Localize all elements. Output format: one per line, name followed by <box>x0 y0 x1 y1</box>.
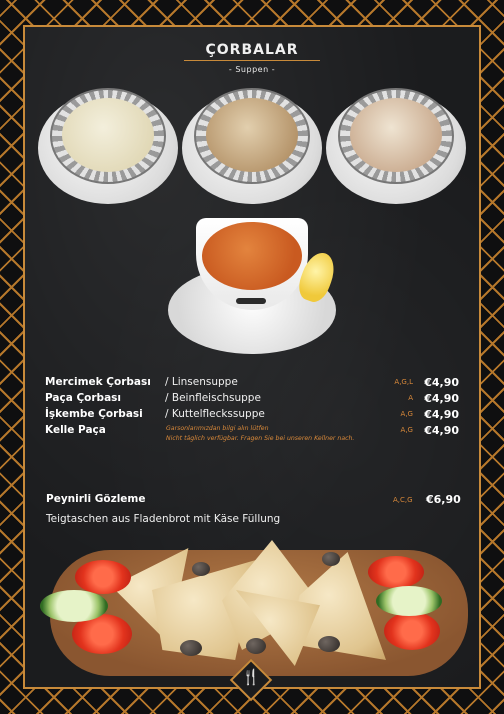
soup-image-3 <box>350 98 442 172</box>
item-price: €4,90 <box>424 392 459 405</box>
page-subtitle: - Suppen - <box>228 65 276 74</box>
olive-4 <box>322 552 340 566</box>
page-title: ÇORBALAR <box>205 42 299 58</box>
availability-note-turkish: Garsonlarımızdan bilgi alın lütfen <box>166 425 269 432</box>
item-allergens: A <box>408 394 413 402</box>
gozleme-name: Peynirli Gözleme <box>46 493 146 505</box>
lentil-soup-image <box>202 222 302 290</box>
item-name: Kelle Paça <box>45 424 106 436</box>
availability-note-german: Nicht täglich verfügbar. Fragen Sie bei unseren Kellner nach. <box>166 435 355 442</box>
tomato-slice-4 <box>384 612 440 650</box>
soup-image-1 <box>62 98 154 172</box>
olive-3 <box>318 636 340 652</box>
gozleme-price: €6,90 <box>426 493 461 506</box>
item-allergens: A,G <box>400 426 413 434</box>
item-german-name: / Beinfleischsuppe <box>165 392 261 404</box>
title-divider <box>184 60 320 61</box>
cup-logo <box>236 298 266 304</box>
item-name: İşkembe Çorbasi <box>45 408 143 420</box>
tomato-slice-1 <box>75 560 131 594</box>
item-price: €4,90 <box>424 424 459 437</box>
item-german-name: / Linsensuppe <box>165 376 238 388</box>
menu-item-mercimek <box>45 376 461 390</box>
cucumber-slice-1 <box>40 590 108 622</box>
item-name: Paça Çorbası <box>45 392 122 404</box>
item-price: €4,90 <box>424 376 459 389</box>
olive-1 <box>180 640 202 656</box>
menu-item-iskembe <box>45 408 461 422</box>
item-allergens: A,G <box>400 410 413 418</box>
tomato-slice-3 <box>368 556 424 588</box>
cucumber-slice-2 <box>376 586 442 616</box>
fork-knife-icon: 🍴 <box>241 668 261 686</box>
gozleme-description: Teigtaschen aus Fladenbrot mit Käse Füllung <box>46 513 281 525</box>
menu-item-paca <box>45 392 461 406</box>
olive-5 <box>192 562 210 576</box>
item-price: €4,90 <box>424 408 459 421</box>
item-name: Mercimek Çorbası <box>45 376 151 388</box>
item-german-name: / Kuttelfleckssuppe <box>165 408 265 420</box>
gozleme-allergens: A,C,G <box>393 496 413 504</box>
soup-image-2 <box>206 98 298 172</box>
item-allergens: A,G,L <box>394 378 413 386</box>
olive-2 <box>246 638 266 654</box>
